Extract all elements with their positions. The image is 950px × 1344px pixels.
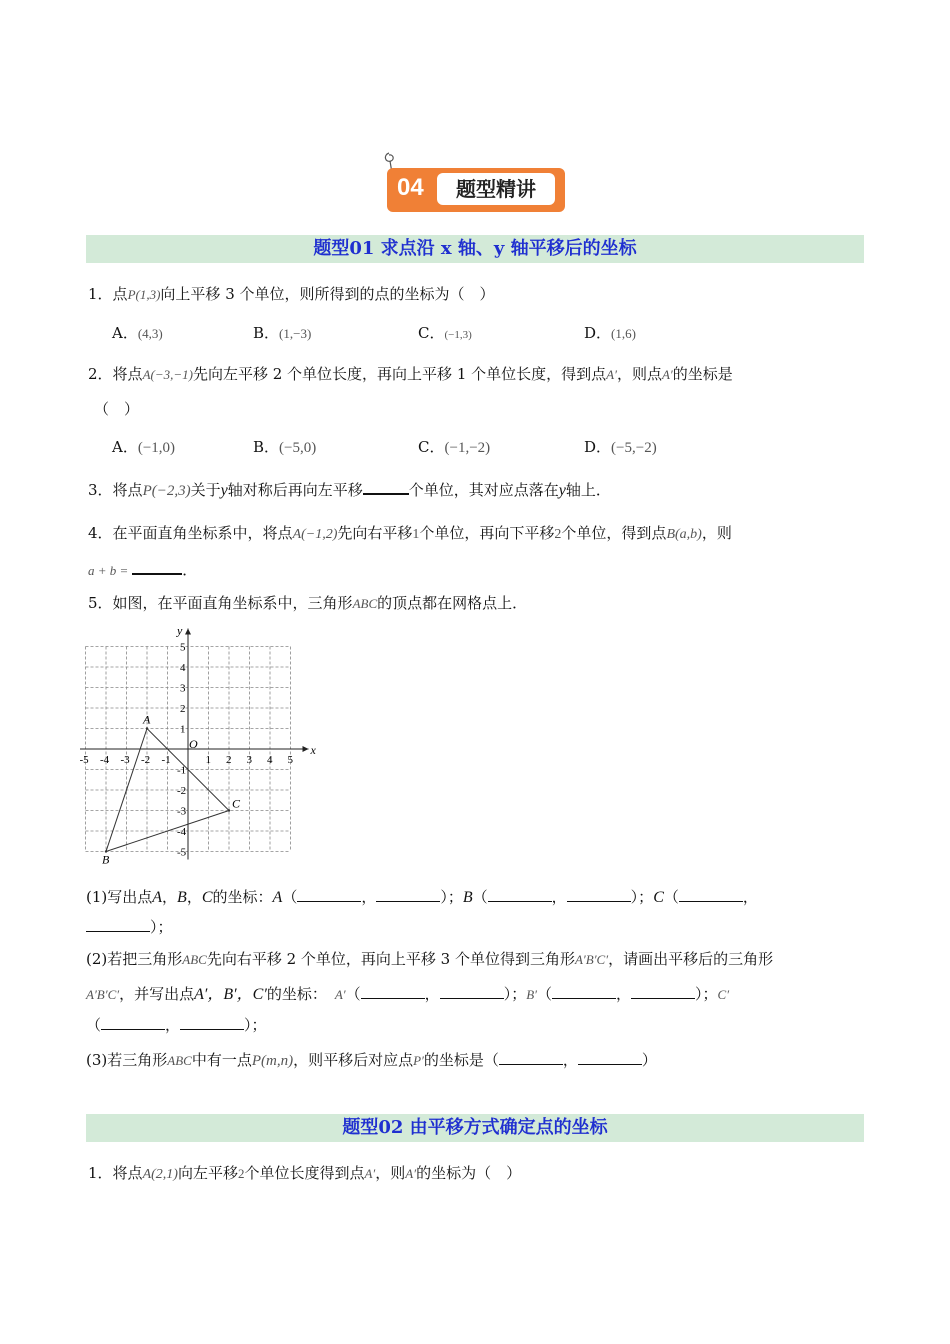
question-text: 的顶点都在网格点上． xyxy=(377,594,528,612)
question-text: ， xyxy=(361,888,377,906)
badge-label: 题型精讲 xyxy=(437,173,555,205)
q2-option-d[interactable] xyxy=(584,436,657,457)
question-text: ， xyxy=(551,888,567,906)
math-expr: P(1,3) xyxy=(127,287,161,302)
math-expr: A′B′C′ xyxy=(86,987,120,1002)
question-text: 点 xyxy=(112,285,128,303)
question-text: 关于 xyxy=(190,481,221,499)
question-text: ，则点 xyxy=(616,365,662,383)
math-var: y xyxy=(220,482,228,499)
x-tick-label: 3 xyxy=(246,754,252,766)
option-value: (1,−3) xyxy=(279,326,312,341)
math-expr: A′ xyxy=(364,1166,376,1181)
option-value: (−5,−2) xyxy=(611,440,657,456)
math-expr: ABC xyxy=(167,1053,192,1068)
s2-question-1 xyxy=(88,1162,521,1183)
vertex-label: A xyxy=(143,712,151,727)
question-text: 向上平移 3 个单位，则所得到的点的坐标为（ ） xyxy=(160,285,495,303)
math-expr: A(−1,2) xyxy=(292,527,338,542)
vertex-label: B xyxy=(102,852,110,867)
question-text: （ xyxy=(472,888,488,906)
question-text: （ xyxy=(537,985,553,1003)
question-text: 如图，在平面直角坐标系中，三角形 xyxy=(112,594,353,612)
question-text: (2)若把三角形 xyxy=(86,950,183,968)
section-title-2: 题型02 由平移方式确定点的坐标 xyxy=(342,1117,608,1138)
question-text: 的坐标是（ xyxy=(423,1051,499,1069)
question-3 xyxy=(88,479,611,500)
question-5 xyxy=(88,592,527,613)
option-label: A． xyxy=(112,438,138,456)
math-expr: B(a,b) xyxy=(666,527,702,542)
question-text: 向左平移 xyxy=(177,1164,238,1182)
vertex-point xyxy=(228,809,230,811)
option-label: A． xyxy=(112,324,138,342)
question-text: 个单位长度得到点 xyxy=(244,1164,365,1182)
option-value: (−1,3) xyxy=(444,329,472,341)
section-badge xyxy=(387,168,565,212)
question-text: 个单位，再向下平移 xyxy=(419,524,555,542)
y-axis-arrow xyxy=(185,629,191,635)
section-header-1 xyxy=(86,235,864,263)
option-value: (−5,0) xyxy=(279,440,317,456)
question-text: ， xyxy=(424,985,440,1003)
answer-blank[interactable] xyxy=(552,998,616,999)
x-tick-label: 1 xyxy=(205,754,211,766)
q1-option-a[interactable] xyxy=(112,322,163,343)
question-text: ，则平移后对应点 xyxy=(293,1051,414,1069)
option-label: C． xyxy=(418,324,445,342)
question-text: 先向右平移 xyxy=(337,524,413,542)
x-tick-label: 4 xyxy=(267,754,273,766)
question-text: ）； xyxy=(630,888,654,906)
q5-part-2 xyxy=(86,948,773,969)
question-text: ）； xyxy=(503,985,527,1003)
question-text: 先向右平移 2 个单位，再向上平移 3 个单位得到三角形 xyxy=(206,950,575,968)
question-text: 轴对称后再向左平移 xyxy=(227,481,363,499)
section-header-2 xyxy=(86,1114,864,1142)
x-tick-label: -1 xyxy=(161,754,171,766)
math-expr: A′ xyxy=(661,367,673,382)
question-number: 1． xyxy=(88,285,113,303)
q1-option-b[interactable] xyxy=(253,322,311,343)
q5-part-1: (1)写出点A，B，C的坐标：A（ ， ）；B（ ， ）；C（ ， xyxy=(86,888,758,906)
question-text: 个单位，其对应点落在 xyxy=(408,481,559,499)
question-4-line2 xyxy=(88,559,197,580)
question-text: ） xyxy=(641,1051,657,1069)
q2-option-c[interactable] xyxy=(418,436,490,457)
question-4 xyxy=(88,522,732,543)
math-expr: A′ xyxy=(334,987,346,1002)
question-text: ，并写出点 xyxy=(119,985,195,1003)
section-title-1: 题型01 求点沿 x 轴、y 轴平移后的坐标 xyxy=(313,238,637,259)
y-tick-label: -3 xyxy=(177,805,187,818)
badge-number: 04 xyxy=(397,174,424,201)
q1-option-d[interactable] xyxy=(584,322,636,343)
math-var: A xyxy=(272,889,283,906)
q1-option-c[interactable] xyxy=(418,322,472,343)
option-value: (−1,0) xyxy=(137,440,176,456)
answer-blank[interactable] xyxy=(440,998,504,999)
y-tick-label: 4 xyxy=(180,662,186,674)
answer-blank[interactable] xyxy=(679,901,743,902)
question-text: 的坐标是 xyxy=(672,365,733,383)
answer-blank[interactable] xyxy=(297,901,361,902)
question-text: ，请画出平移后的三角形 xyxy=(608,950,774,968)
x-tick-label: -5 xyxy=(80,754,89,766)
coordinate-grid-chart xyxy=(80,620,350,870)
question-text: （ xyxy=(663,888,679,906)
y-tick-label: -4 xyxy=(177,826,187,838)
question-text: 在平面直角坐标系中，将点 xyxy=(112,524,293,542)
x-tick-label: -4 xyxy=(100,754,110,766)
math-expr: ABC xyxy=(352,596,378,611)
question-text: 将点 xyxy=(112,481,143,499)
x-tick-label: -2 xyxy=(141,754,151,766)
x-tick-label: -3 xyxy=(120,754,130,766)
y-tick-label: 2 xyxy=(180,703,186,715)
question-text: 个单位，得到点 xyxy=(561,524,667,542)
q5-part-1-line2 xyxy=(86,916,173,937)
question-1 xyxy=(88,283,495,304)
question-text: (3)若三角形 xyxy=(86,1051,168,1069)
question-text: 的坐标为（ ） xyxy=(416,1164,522,1182)
answer-blank[interactable] xyxy=(631,998,695,999)
question-text: ， xyxy=(562,1051,578,1069)
option-value: (4,3) xyxy=(137,326,163,341)
question-number: 2． xyxy=(88,365,113,383)
option-label: B． xyxy=(253,324,280,342)
answer-blank[interactable] xyxy=(86,931,150,932)
origin-label: O xyxy=(189,737,198,751)
y-tick-label: 1 xyxy=(180,723,186,736)
math-expr: ABC xyxy=(182,952,207,967)
question-text: ， xyxy=(742,888,758,906)
q5-part-2-line3 xyxy=(86,1014,267,1035)
question-text: （ xyxy=(86,1016,102,1034)
answer-blank[interactable] xyxy=(499,1064,563,1065)
question-text: 先向左平移 2 个单位长度，再向上平移 1 个单位长度，得到点 xyxy=(192,365,607,383)
answer-blank[interactable] xyxy=(567,901,631,902)
math-expr: P(−2,3) xyxy=(142,483,191,499)
q2-option-b[interactable] xyxy=(253,436,316,457)
y-tick-label: -5 xyxy=(177,846,187,859)
answer-blank[interactable] xyxy=(363,493,409,495)
question-text: 中有一点 xyxy=(191,1051,252,1069)
question-text: 将点 xyxy=(112,365,143,383)
math-var: C xyxy=(653,889,664,906)
question-text: ）； xyxy=(150,918,173,936)
question-number: 1． xyxy=(88,1164,113,1182)
question-text: 轴上． xyxy=(565,481,611,499)
math-expr: P′ xyxy=(413,1053,424,1068)
math-var: A′，B′，C′ xyxy=(194,986,267,1003)
question-text: ． xyxy=(182,561,198,579)
answer-blank[interactable] xyxy=(101,1029,165,1030)
y-tick-label: -1 xyxy=(177,764,187,777)
question-text: （ xyxy=(282,888,298,906)
option-label: B． xyxy=(253,438,280,456)
math-expr: A′ xyxy=(606,367,617,382)
math-var: C xyxy=(201,889,213,906)
option-value: (−1,−2) xyxy=(444,440,491,456)
question-text: ， xyxy=(165,1016,181,1034)
math-expr: P(m,n) xyxy=(251,1053,294,1069)
q5-part-2-line2 xyxy=(86,981,729,1004)
math-number: 1 xyxy=(412,527,420,542)
math-expr: A(−3,−1) xyxy=(142,367,193,382)
q2-option-a[interactable] xyxy=(112,436,175,457)
answer-blank[interactable] xyxy=(132,573,182,575)
x-axis-arrow xyxy=(303,746,309,752)
question-text: ，则 xyxy=(375,1164,406,1182)
math-var: A xyxy=(152,889,163,906)
answer-blank[interactable] xyxy=(578,1064,642,1065)
option-value: (1,6) xyxy=(611,326,636,341)
question-number: 5． xyxy=(88,594,113,612)
question-text: ）； xyxy=(695,985,718,1003)
answer-blank[interactable] xyxy=(361,998,425,999)
question-text: ， xyxy=(616,985,632,1003)
math-number: 2 xyxy=(237,1166,245,1181)
question-number: 3． xyxy=(88,481,113,499)
y-tick-label: -2 xyxy=(177,785,187,797)
question-text: ）； xyxy=(244,1016,267,1034)
question-text: 的坐标： xyxy=(212,888,273,906)
y-tick-label: 3 xyxy=(180,682,186,695)
math-var: B xyxy=(177,889,187,906)
math-var: B xyxy=(462,889,473,906)
option-label: C． xyxy=(418,438,445,456)
math-number: 2 xyxy=(554,527,562,542)
question-2 xyxy=(88,363,733,384)
x-axis-label: x xyxy=(310,743,316,757)
y-axis-label: y xyxy=(177,623,183,638)
x-tick-label: 5 xyxy=(287,754,293,766)
option-label: D． xyxy=(584,438,612,456)
vertex-point xyxy=(146,727,148,729)
question-text: 的坐标： xyxy=(266,985,327,1003)
answer-blank[interactable] xyxy=(180,1029,244,1030)
math-expr: A′ xyxy=(405,1166,417,1181)
question-text: （ xyxy=(345,985,361,1003)
math-expr: C′ xyxy=(717,987,730,1002)
question-text: 将点 xyxy=(112,1164,143,1182)
option-label: D． xyxy=(584,324,612,342)
question-text: ，则 xyxy=(701,524,732,542)
answer-blank[interactable] xyxy=(488,901,552,902)
math-expr: A(2,1) xyxy=(142,1167,178,1182)
answer-blank[interactable] xyxy=(376,901,440,902)
y-tick-label: 5 xyxy=(180,641,186,654)
math-expr: A′B′C′ xyxy=(574,952,609,967)
x-tick-label: 2 xyxy=(226,754,232,766)
math-expr: a + b = xyxy=(88,563,129,578)
question-number: 4． xyxy=(88,524,113,542)
question-text: (1)写出点 xyxy=(86,888,153,906)
vertex-label: C xyxy=(232,796,241,811)
question-text: ）； xyxy=(440,888,463,906)
q5-part-3 xyxy=(86,1049,657,1070)
math-expr: B′ xyxy=(526,987,537,1002)
answer-paren: （ ） xyxy=(94,400,140,418)
math-var: y xyxy=(558,482,566,499)
